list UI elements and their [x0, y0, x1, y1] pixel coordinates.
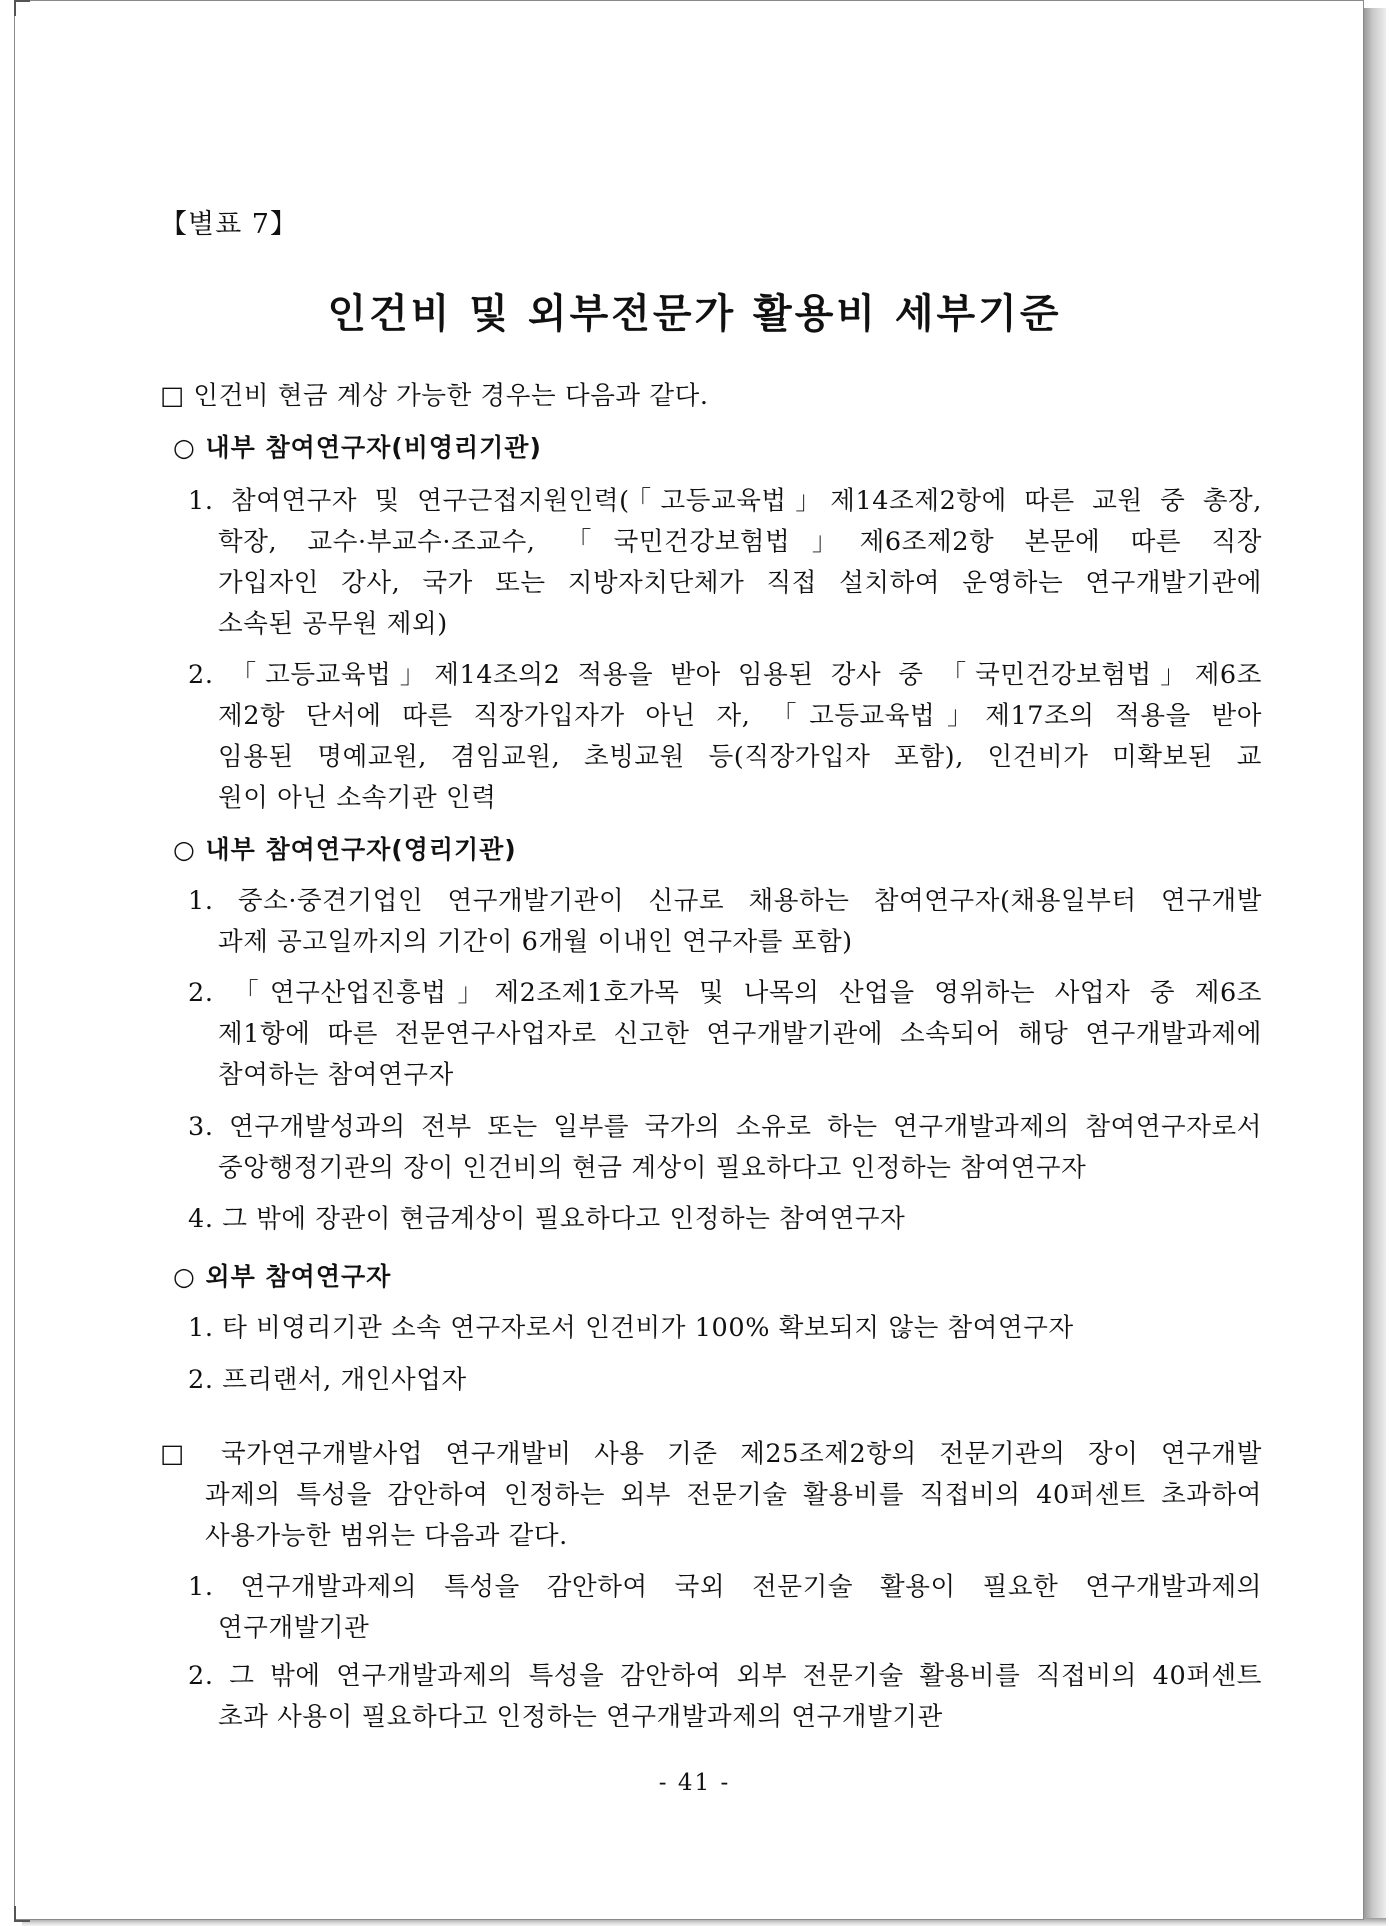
section2-heading: □ 국가연구개발사업 연구개발비 사용 기준 제25조제2항의 전문기관의 장이 연구개발: [160, 1439, 1262, 1469]
list-item-line: 원이 아닌 소속기관 인력: [218, 783, 497, 813]
page-number: - 41 -: [658, 1770, 731, 1796]
list-item-line: 임용된 명예교원, 겸임교원, 초빙교원 등(직장가입자 포함), 인건비가 미확보된 교: [218, 742, 1262, 772]
list-item-line: 연구개발기관: [218, 1613, 370, 1643]
list-item-line: 1. 연구개발과제의 특성을 감안하여 국외 전문기술 활용이 필요한 연구개발과제의: [188, 1572, 1262, 1602]
list-item-line: 2. 「고등교육법」제14조의2 적용을 받아 임용된 강사 중 「국민건강보험법」제6조: [188, 660, 1262, 690]
list-item-line: 참여하는 참여연구자: [218, 1060, 454, 1090]
list-item-line: 중앙행정기관의 장이 인건비의 현금 계상이 필요하다고 인정하는 참여연구자: [218, 1153, 1087, 1183]
list-item-line: 3. 연구개발성과의 전부 또는 일부를 국가의 소유로 하는 연구개발과제의 참여연구자로서: [188, 1112, 1262, 1142]
list-item-line: 1. 중소·중견기업인 연구개발기관이 신규로 채용하는 참여연구자(채용일부터 연구개발: [188, 886, 1262, 916]
list-item-line: 2. 그 밖에 연구개발과제의 특성을 감안하여 외부 전문기술 활용비를 직접비의 40퍼센트: [188, 1661, 1262, 1691]
section2-heading: 과제의 특성을 감안하여 인정하는 외부 전문기술 활용비를 직접비의 40퍼센트 초과하여: [205, 1480, 1262, 1510]
section2-heading: 사용가능한 범위는 다음과 같다.: [205, 1521, 568, 1551]
list-item-line: 제1항에 따른 전문연구사업자로 신고한 연구개발기관에 소속되어 해당 연구개발과제에: [218, 1019, 1262, 1049]
list-item-line: 1. 타 비영리기관 소속 연구자로서 인건비가 100% 확보되지 않는 참여연구자: [188, 1313, 1074, 1343]
list-item-line: 과제 공고일까지의 기간이 6개월 이내인 연구자를 포함): [218, 927, 853, 957]
list-item-line: 4. 그 밖에 장관이 현금계상이 필요하다고 인정하는 참여연구자: [188, 1204, 906, 1234]
list-item-line: 가입자인 강사, 국가 또는 지방자치단체가 직접 설치하여 운영하는 연구개발기관에: [218, 568, 1262, 598]
group-heading-forprofit: ○ 내부 참여연구자(영리기관): [173, 835, 517, 864]
list-item-line: 2. 프리랜서, 개인사업자: [188, 1365, 467, 1395]
group-heading-external: ○ 외부 참여연구자: [173, 1262, 392, 1291]
list-item-line: 1. 참여연구자 및 연구근접지원인력(「고등교육법」제14조제2항에 따른 교원 중 총장,: [188, 486, 1262, 516]
section1-heading: □ 인건비 현금 계상 가능한 경우는 다음과 같다.: [160, 381, 709, 411]
page-title: 인건비 및 외부전문가 활용비 세부기준: [327, 291, 1062, 337]
page-corner-top-left: [14, 0, 30, 16]
list-item-line: 소속된 공무원 제외): [218, 609, 448, 639]
annex-label: 【별표 7】: [160, 209, 298, 240]
list-item-line: 제2항 단서에 따른 직장가입자가 아닌 자, 「고등교육법」제17조의 적용을 받아: [218, 701, 1262, 731]
group-heading-nonprofit: ○ 내부 참여연구자(비영리기관): [173, 433, 542, 462]
list-item-line: 2. 「연구산업진흥법」제2조제1호가목 및 나목의 산업을 영위하는 사업자 중 제6조: [188, 978, 1262, 1008]
page-corner-bottom-left: [14, 1906, 30, 1922]
list-item-line: 학장, 교수·부교수·조교수, 「국민건강보험법」제6조제2항 본문에 따른 직장: [218, 527, 1262, 557]
list-item-line: 초과 사용이 필요하다고 인정하는 연구개발과제의 연구개발기관: [218, 1702, 943, 1732]
